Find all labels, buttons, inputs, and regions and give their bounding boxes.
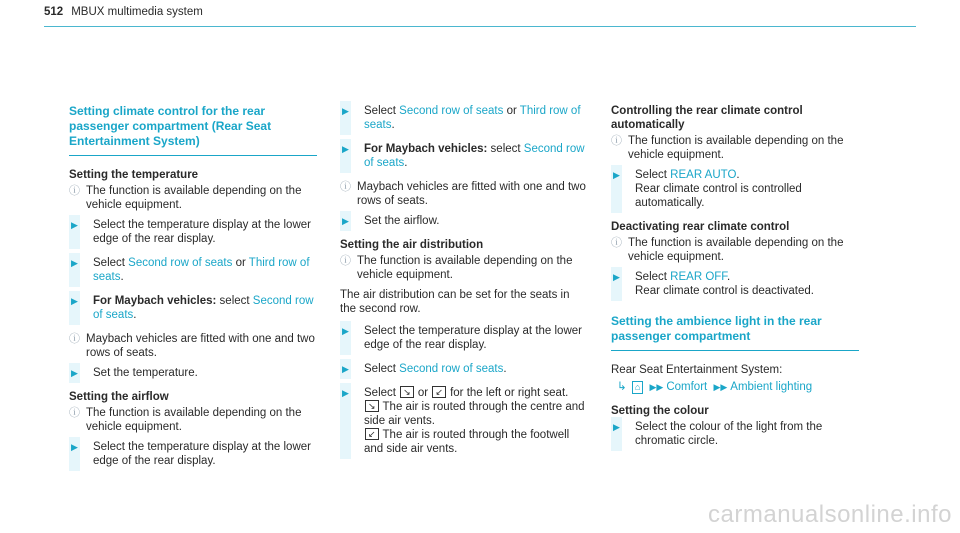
info-icon: ⓘ [69, 407, 80, 419]
note: ⓘ The function is available depending on the vehicle equipment. [340, 255, 573, 281]
subtitle-airflow: Setting the airflow [69, 391, 169, 403]
air-footwell-vent-icon[interactable]: ↙ [432, 386, 446, 398]
play-arrow-icon: ▶ [71, 296, 78, 306]
column-1 [69, 104, 317, 478]
header-divider [44, 26, 916, 27]
note: ⓘ Maybach vehicles are fitted with one and two rows of seats. [69, 333, 315, 359]
link-third-row[interactable]: Third row of seats [364, 105, 581, 131]
watermark: carmanualsonline.info [708, 501, 952, 528]
play-arrow-icon: ▶ [613, 272, 620, 282]
play-arrow-icon: ▶ [613, 422, 620, 432]
step-item: ▶ Select Second row of seats or Third row of seats. [340, 104, 588, 132]
info-icon: ⓘ [69, 185, 80, 197]
link-rear-auto[interactable]: REAR AUTO [670, 169, 737, 181]
home-icon[interactable]: ⌂ [632, 381, 643, 394]
air-centre-vent-icon: ↘ [365, 400, 379, 412]
air-footwell-vent-icon: ↙ [365, 428, 379, 440]
info-icon: ⓘ [69, 333, 80, 345]
info-icon: ⓘ [611, 237, 622, 249]
play-arrow-icon: ▶ [342, 326, 349, 336]
step-item: ▶ Select the temperature display at the lower edge of the rear display. [340, 324, 588, 352]
subtitle-auto-control: Controlling the rear climate control automatically [611, 105, 803, 131]
play-arrow-icon: ▶ [342, 364, 349, 374]
link-second-row[interactable]: Second row of seats [399, 105, 504, 117]
play-arrow-icon: ▶ [71, 368, 78, 378]
step-item: ▶ Select REAR OFF. Rear climate control is deactivated. [611, 270, 859, 298]
note: ⓘ Maybach vehicles are fitted with one and two rows of seats. [340, 181, 586, 207]
play-arrow-icon: ▶ [613, 170, 620, 180]
note: ⓘ The function is available depending on the vehicle equipment. [69, 185, 302, 211]
play-arrow-icon: ▶ [71, 220, 78, 230]
step-item: ▶ For Maybach vehicles: select Second row of seats. [340, 142, 588, 170]
play-arrow-icon: ▶ [342, 216, 349, 226]
link-third-row[interactable]: Third row of seats [93, 257, 310, 283]
subtitle-air-distribution: Setting the air distribution [340, 239, 484, 251]
play-arrow-icon: ▶ [342, 106, 349, 116]
link-ambient-lighting[interactable]: Ambient lighting [730, 381, 813, 393]
link-second-row[interactable]: Second row of seats [93, 295, 314, 321]
subtitle-temperature: Setting the temperature [69, 169, 199, 181]
paragraph: The air distribution can be set for the seats in the second row. [340, 289, 570, 315]
step-item: ▶ Set the temperature. [69, 366, 317, 380]
note: ⓘ The function is available depending on the vehicle equipment. [611, 237, 844, 263]
link-second-row[interactable]: Second row of seats [128, 257, 233, 269]
step-item: ▶ Select the colour of the light from the chromatic circle. [611, 420, 859, 448]
link-second-row[interactable]: Second row of seats [364, 143, 585, 169]
section-title-ambience-light: Setting the ambience light in the rear passenger compartment [611, 314, 859, 351]
double-chevron-icon: ▶▶ [713, 382, 728, 392]
subtitle-deactivating: Deactivating rear climate control [611, 221, 790, 233]
info-icon: ⓘ [340, 255, 351, 267]
menu-path [611, 380, 859, 394]
step-item: ▶ Select the temperature display at the lower edge of the rear display. [69, 440, 317, 468]
header-title: MBUX multimedia system [71, 6, 203, 18]
info-icon: ⓘ [340, 181, 351, 193]
link-rear-off[interactable]: REAR OFF [670, 271, 728, 283]
play-arrow-icon: ▶ [342, 144, 349, 154]
step-item: ▶ Set the airflow. [340, 214, 588, 228]
step-item: ▶ Select the temperature display at the lower edge of the rear display. [69, 218, 317, 246]
note: ⓘ The function is available depending on the vehicle equipment. [611, 135, 844, 161]
page-header [44, 6, 916, 28]
link-second-row[interactable]: Second row of seats [399, 363, 504, 375]
step-item: ▶ Select Second row of seats. [340, 362, 588, 376]
play-arrow-icon: ▶ [71, 442, 78, 452]
play-arrow-icon: ▶ [342, 388, 349, 398]
note: ⓘ The function is available depending on the vehicle equipment. [69, 407, 302, 433]
link-comfort[interactable]: Comfort [666, 381, 708, 393]
return-arrow-icon: ↳ [617, 381, 627, 393]
double-chevron-icon: ▶▶ [649, 382, 664, 392]
step-item: ▶ Select Second row of seats or Third row of seats. [69, 256, 317, 284]
step-item: ▶ For Maybach vehicles: select Second row of seats. [69, 294, 317, 322]
subtitle-colour: Setting the colour [611, 405, 709, 417]
info-icon: ⓘ [611, 135, 622, 147]
step-item: ▶ Select ↘ or ↙ for the left or right seat. ↘ The air is routed through the centre and side air vents. ↙ The air is routed through the footwell and side air vents. [340, 386, 588, 456]
air-centre-vent-icon[interactable]: ↘ [400, 386, 414, 398]
play-arrow-icon: ▶ [71, 258, 78, 268]
section-title-rear-climate: Setting climate control for the rear passenger compartment (Rear Seat Entertainment System) [69, 104, 317, 156]
page-number: 512 [44, 6, 64, 18]
step-item: ▶ Select REAR AUTO. Rear climate control is controlled automatically. [611, 168, 859, 210]
column-3 [611, 104, 859, 458]
column-2 [340, 104, 588, 466]
paragraph: Rear Seat Entertainment System: [611, 364, 783, 376]
